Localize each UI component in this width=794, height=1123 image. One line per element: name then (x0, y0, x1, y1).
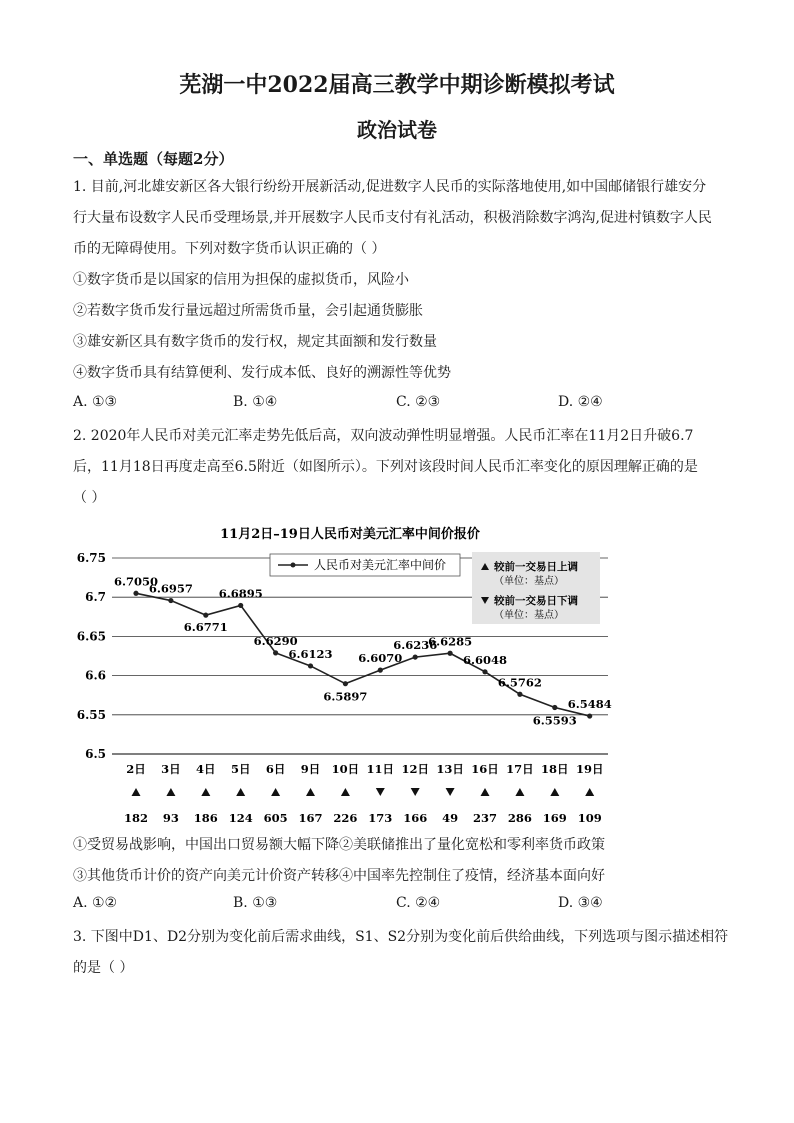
up-triangle-icon (585, 788, 594, 796)
q2-line-3: （ ） (73, 490, 106, 506)
change-bp-label: 237 (472, 811, 498, 825)
q2-option-b[interactable]: B. ①③ (233, 895, 278, 911)
q1-option-d[interactable]: D. ②④ (558, 394, 603, 410)
change-bp-label: 93 (162, 811, 179, 825)
data-point (203, 613, 208, 618)
q2-statements-1-2: ①受贸易战影响，中国出口贸易额大幅下降②美联储推出了量化宽松和零利率货币政策 (73, 837, 605, 853)
data-label: 6.6771 (183, 620, 228, 635)
y-tick-label: 6.5 (85, 747, 106, 761)
x-tick-label: 19日 (575, 762, 604, 776)
data-label: 6.5593 (532, 713, 577, 728)
data-point (587, 713, 592, 718)
data-point (308, 663, 313, 668)
change-bp-label: 186 (193, 811, 218, 825)
data-point (273, 650, 278, 655)
data-label: 6.5762 (497, 675, 542, 690)
q1-option-c[interactable]: C. ②③ (396, 394, 441, 410)
q1-statement-3: ③雄安新区具有数字货币的发行权，规定其面额和发行数量 (73, 334, 437, 350)
up-triangle-icon (166, 788, 175, 796)
x-tick-label: 13日 (436, 762, 464, 776)
q1-option-b[interactable]: B. ①④ (233, 394, 278, 410)
x-tick-label: 18日 (541, 762, 569, 776)
q1-statement-4: ④数字货币具有结算便利、发行成本低、良好的溯源性等优势 (73, 365, 451, 381)
q2-statements-3-4: ③其他货币计价的资产向美元计价资产转移④中国率先控制住了疫情，经济基本面向好 (73, 868, 605, 884)
data-point (343, 681, 348, 686)
change-bp-label: 124 (228, 811, 253, 825)
x-tick-label: 9日 (300, 762, 321, 776)
change-bp-label: 173 (368, 811, 393, 825)
q3-line-1: 3. 下图中D1、D2分别为变化前后需求曲线，S1、S2分别为变化前后供给曲线，下列选项与图示描述相符 (73, 929, 729, 945)
legend-up-note: 较前一交易日上调 (494, 561, 578, 573)
y-tick-label: 6.55 (76, 707, 106, 722)
up-triangle-icon (515, 788, 524, 796)
down-triangle-icon (376, 788, 385, 796)
change-bp-label: 49 (442, 811, 459, 825)
data-point (517, 692, 522, 697)
x-tick-label: 6日 (265, 762, 286, 776)
data-label: 6.6290 (253, 633, 298, 648)
y-tick-label: 6.75 (76, 551, 106, 565)
change-bp-label: 169 (542, 811, 567, 825)
q3-line-2: 的是（ ） (73, 960, 134, 976)
data-label: 6.6070 (358, 651, 403, 666)
data-label: 6.6285 (428, 634, 473, 649)
change-bp-label: 286 (507, 811, 532, 825)
data-point (482, 669, 487, 674)
data-point (168, 598, 173, 603)
x-tick-label: 2日 (126, 762, 146, 776)
exam-title: 芜湖一中2022届高三教学中期诊断模拟考试 (179, 72, 615, 98)
change-bp-label: 166 (403, 811, 428, 825)
data-label: 6.6236 (393, 638, 438, 653)
q2-line-1: 2. 2020年人民币对美元汇率走势先低后高，双向波动弹性明显增强。人民币汇率在11月2日升破6.7 (73, 428, 694, 444)
y-tick-label: 6.65 (76, 629, 106, 644)
legend-series-name: 人民币对美元汇率中间价 (314, 558, 447, 572)
legend-marker-dot (291, 563, 296, 568)
up-triangle-icon (306, 788, 315, 796)
q2-line-2: 后，11月18日再度走高至6.5附近（如图所示）。下列对该段时间人民币汇率变化的原因理解正确的是 (73, 459, 698, 475)
exchange-rate-chart (70, 518, 630, 828)
up-triangle-icon (201, 788, 210, 796)
chart-legend (270, 552, 600, 624)
q1-line-3: 币的无障碍使用。下列对数字货币认识正确的（ ） (73, 241, 386, 257)
data-point (448, 651, 453, 656)
x-tick-label: 4日 (196, 762, 216, 776)
section-heading: 一、单选题（每题2分） (73, 150, 234, 168)
data-label: 6.7050 (113, 574, 159, 589)
chart-title: 11月2日–19日人民币对美元汇率中间价报价 (220, 527, 480, 542)
data-label: 6.6123 (288, 646, 333, 661)
change-bp-label: 605 (263, 811, 288, 825)
down-triangle-icon (446, 788, 455, 796)
legend-up-unit: （单位：基点） (494, 576, 564, 587)
legend-down-note: 较前一交易日下调 (494, 595, 578, 607)
q1-statement-2: ②若数字货币发行量远超过所需货币量，会引起通货膨胀 (73, 303, 423, 319)
data-point (552, 705, 557, 710)
x-tick-label: 5日 (230, 762, 251, 776)
y-tick-label: 6.7 (85, 590, 106, 605)
q1-line-2: 行大量布设数字人民币受理场景,并开展数字人民币支付有礼活动，积极消除数字鸿沟,促进村镇数字人民 (73, 210, 712, 226)
change-bp-label: 182 (123, 811, 149, 825)
x-tick-label: 3日 (161, 762, 181, 776)
up-triangle-icon (236, 788, 245, 796)
up-triangle-icon (271, 788, 280, 796)
x-tick-label: 12日 (401, 762, 429, 776)
exam-subtitle: 政治试卷 (357, 118, 437, 142)
legend-down-unit: （单位：基点） (494, 610, 564, 621)
change-bp-label: 109 (577, 811, 602, 825)
q2-option-d[interactable]: D. ③④ (558, 895, 603, 911)
x-tick-label: 11日 (366, 762, 395, 776)
change-bp-label: 167 (298, 811, 323, 825)
change-bp-label: 226 (333, 811, 358, 825)
data-label: 6.6895 (218, 586, 263, 601)
down-triangle-icon (411, 788, 420, 796)
data-label: 6.5484 (567, 697, 612, 712)
up-triangle-icon (550, 788, 559, 796)
up-triangle-icon (481, 788, 490, 796)
x-tick-label: 10日 (331, 762, 360, 776)
up-triangle-icon (132, 788, 141, 796)
data-point (378, 668, 383, 673)
q1-option-a[interactable]: A. ①③ (73, 394, 118, 410)
x-tick-label: 16日 (471, 762, 499, 776)
y-tick-label: 6.6 (85, 668, 106, 683)
q2-option-c[interactable]: C. ②④ (396, 895, 441, 911)
q1-statement-1: ①数字货币是以国家的信用为担保的虚拟货币，风险小 (73, 272, 409, 288)
data-point (413, 654, 418, 659)
up-triangle-icon (341, 788, 350, 796)
x-tick-label: 17日 (506, 762, 534, 776)
q2-option-a[interactable]: A. ①② (73, 895, 118, 911)
data-label: 6.6048 (462, 652, 508, 667)
data-label: 6.5897 (323, 689, 368, 704)
data-label: 6.6957 (148, 581, 193, 596)
q1-line-1: 1. 目前,河北雄安新区各大银行纷纷开展新活动,促进数字人民币的实际落地使用,如中国邮储银行雄安分 (73, 179, 707, 195)
data-point (238, 603, 243, 608)
data-point (133, 591, 138, 596)
